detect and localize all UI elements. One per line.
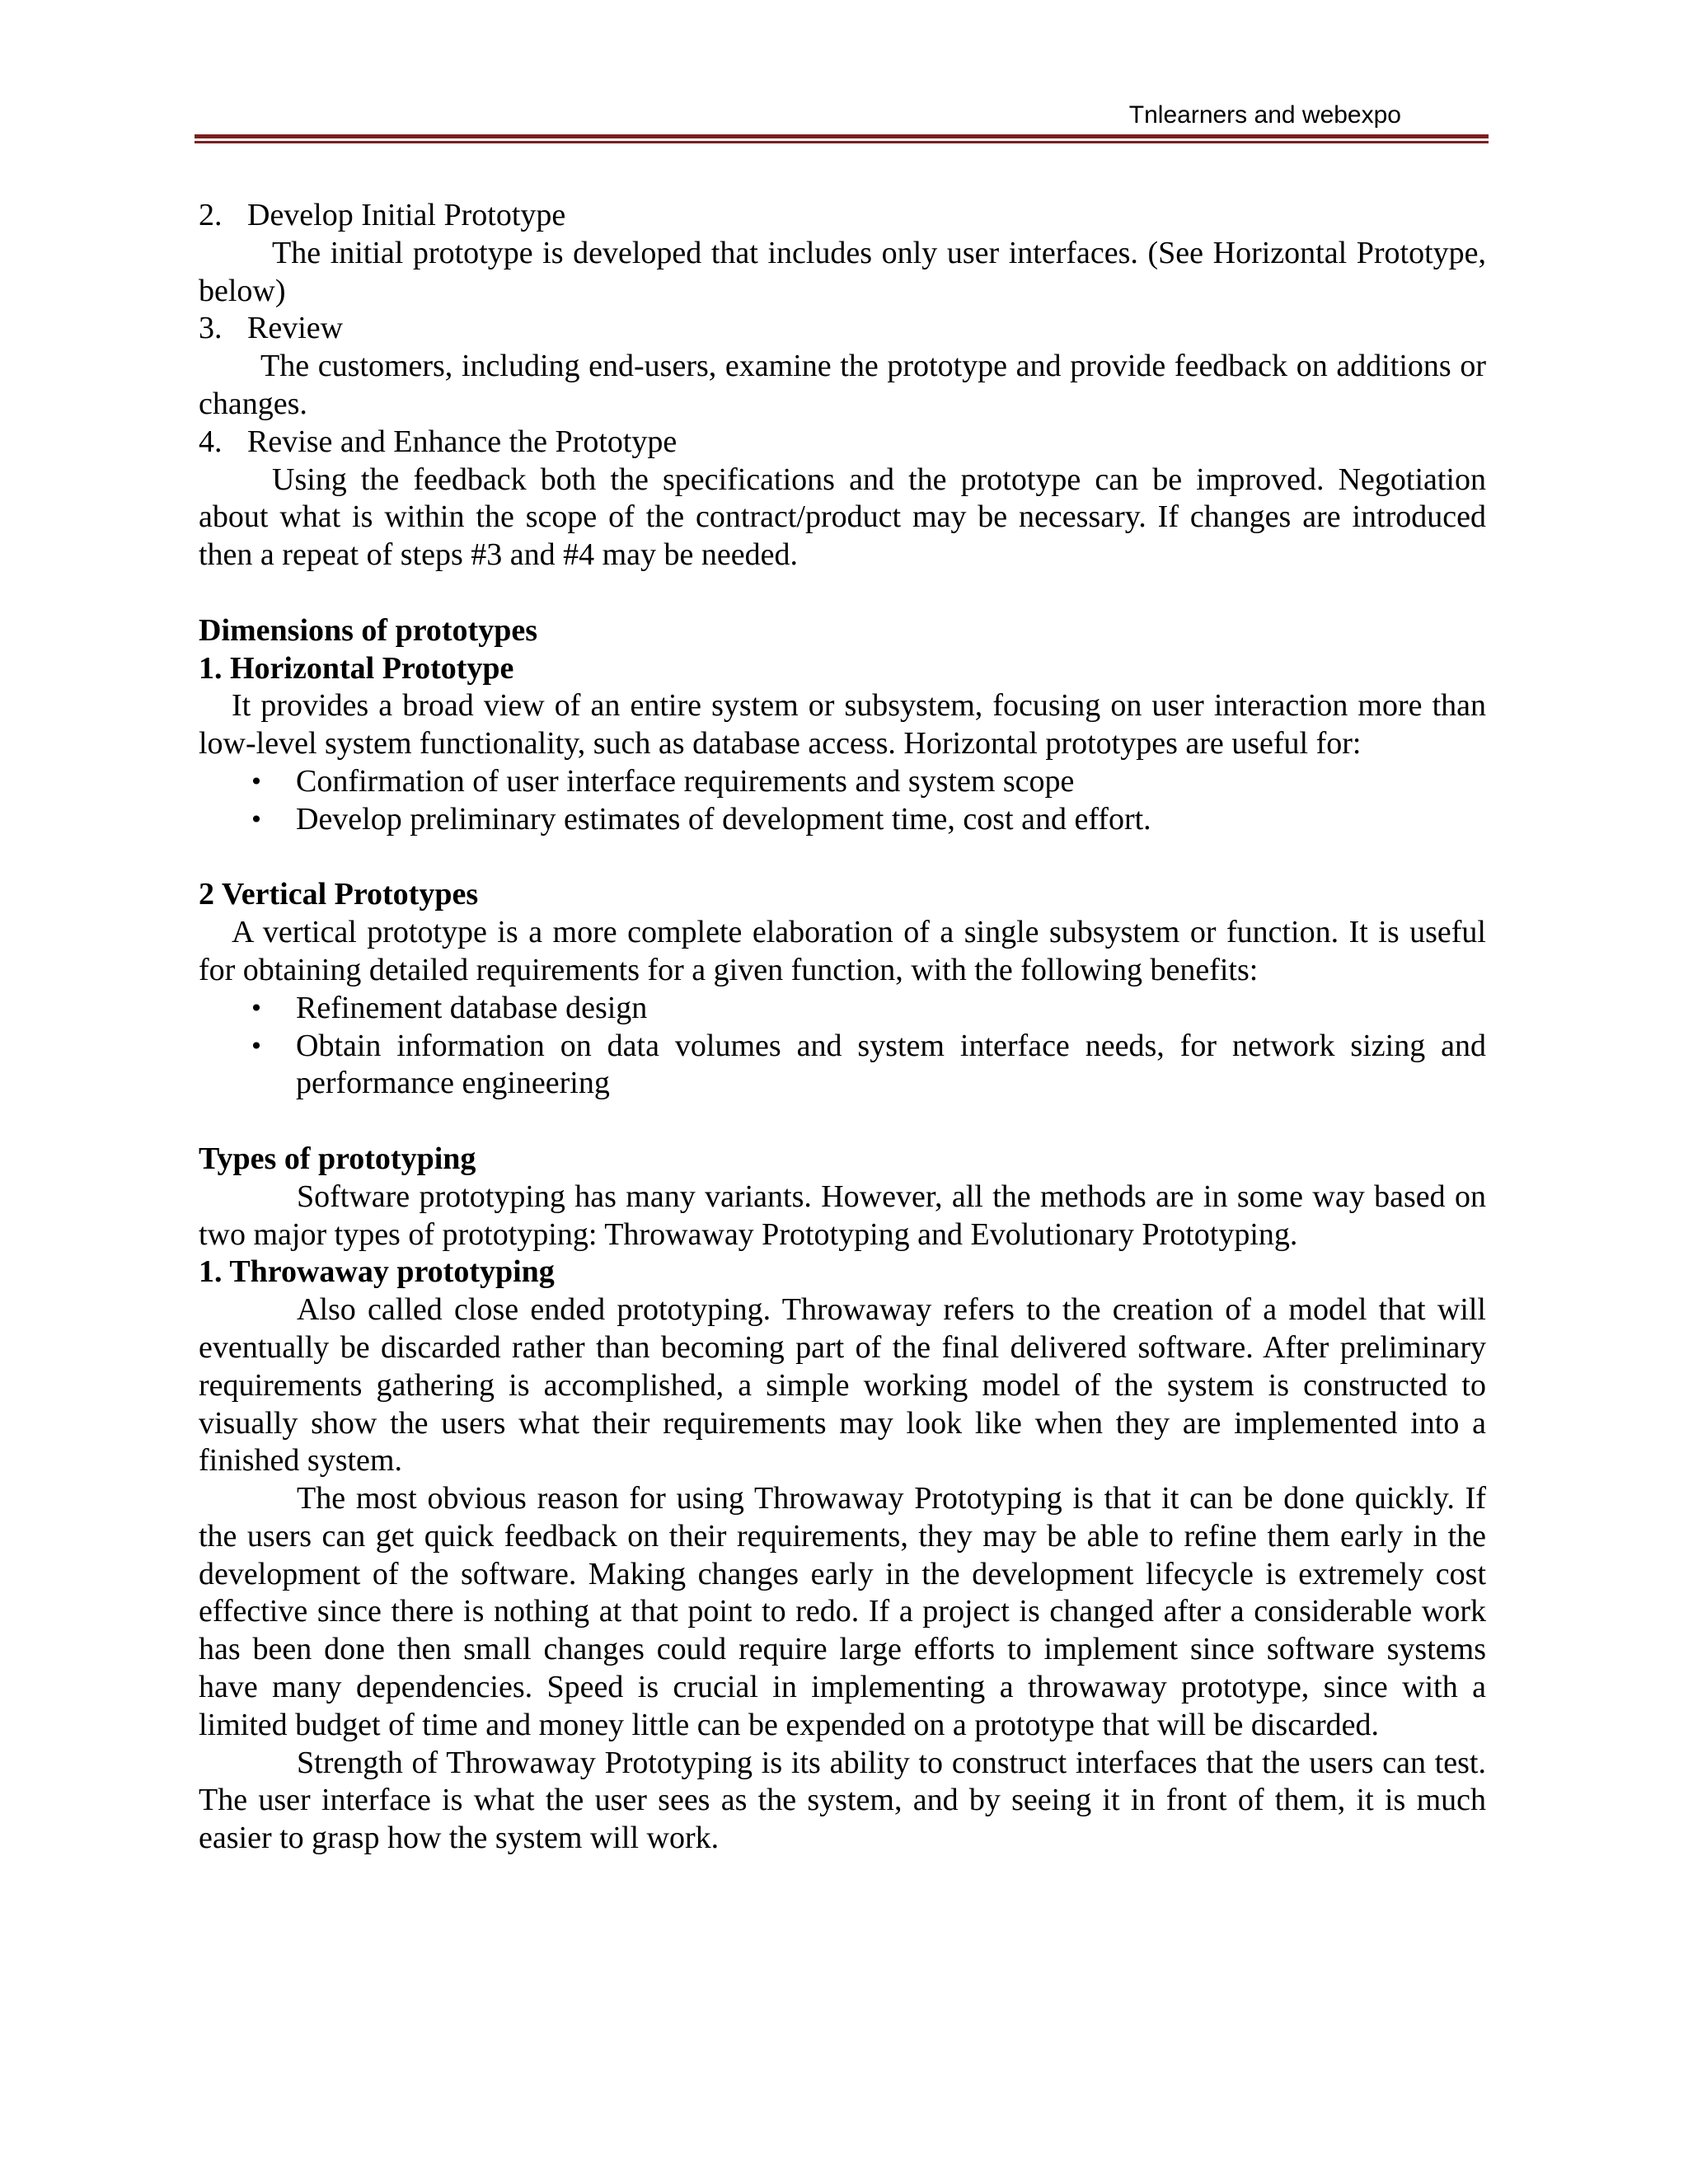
list-item — [199, 801, 1486, 839]
paragraph: The most obvious reason for using Throwaway Prototyping is that it can be done quickly. If the users can get quick feedback on their requirements, they may be able to refine them early in the development of the software. Making changes early in the development lifecycle is extremely cost effective since there is nothing at that point to redo. If a project is changed after a considerable work has been done then small changes could require large efforts to implement since software systems have many dependencies. Speed is crucial in implementing a throwaway prototype, since with a limited budget of time and money little can be expended on a prototype that will be discarded. — [199, 1481, 1486, 1742]
list-item-text: Obtain information on data volumes and system interface needs, for network sizing and performance engineering — [296, 1028, 1486, 1101]
header-rule — [195, 134, 1489, 143]
document-body — [199, 197, 1486, 1858]
subsection-heading: 2 Vertical Prototypes — [199, 877, 479, 912]
step-heading — [199, 424, 1486, 462]
step-heading — [199, 197, 1486, 235]
step-body: The customers, including end-users, examine the prototype and provide feedback on additions or changes. — [199, 349, 1486, 421]
bullet-list — [199, 763, 1486, 839]
bullet-list — [199, 990, 1486, 1103]
bullet-icon: • — [249, 767, 264, 795]
list-item-text: Confirmation of user interface requirements and system scope — [296, 763, 1075, 799]
paragraph: Also called close ended prototyping. Throwaway refers to the creation of a model that will eventually be discarded rather than becoming part of the final delivered software. After preliminary requirements gathering is accomplished, a simple working model of the system is constructed to visually show the users what their requirements may look like when they are implemented into a finished system. — [199, 1292, 1486, 1479]
paragraph: Software prototyping has many variants. However, all the methods are in some way based on two major types of prototyping: Throwaway Prototyping and Evolutionary Prototyping. — [199, 1179, 1486, 1252]
step-number: 3. — [199, 311, 223, 346]
list-item-text: Refinement database design — [296, 990, 648, 1025]
step-title: Revise and Enhance the Prototype — [247, 424, 678, 459]
step-title: Develop Initial Prototype — [247, 198, 566, 232]
list-item-text: Develop preliminary estimates of development time, cost and effort. — [296, 801, 1151, 837]
list-item — [199, 1028, 1486, 1104]
step-number: 2. — [199, 198, 223, 232]
section-heading: Dimensions of prototypes — [199, 612, 537, 648]
bullet-icon: • — [249, 805, 264, 833]
header-rule-thin — [195, 141, 1489, 143]
bullet-icon: • — [249, 994, 264, 1022]
subsection-heading: 1. Throwaway prototyping — [199, 1254, 555, 1290]
paragraph: It provides a broad view of an entire system or subsystem, focusing on user interaction more than low-level system functionality, such as database access. Horizontal prototypes are useful for: — [199, 688, 1486, 762]
step-body: The initial prototype is developed that includes only user interfaces. (See Horizontal Prototype, below) — [199, 235, 1486, 308]
bullet-icon: • — [249, 1032, 264, 1060]
paragraph: A vertical prototype is a more complete elaboration of a single subsystem or function. It is useful for obtaining detailed requirements for a given function, with the following benefits: — [199, 915, 1486, 987]
running-header: Tnlearners and webexpo — [1128, 101, 1401, 129]
subsection-heading: 1. Horizontal Prototype — [199, 650, 514, 686]
list-item — [199, 990, 1486, 1028]
section-heading: Types of prototyping — [199, 1141, 476, 1176]
step-number: 4. — [199, 424, 223, 459]
list-item — [199, 763, 1486, 801]
step-title: Review — [247, 311, 344, 346]
step-heading — [199, 310, 1486, 348]
paragraph: Strength of Throwaway Prototyping is its ability to construct interfaces that the users can test. The user interface is what the user sees as the system, and by seeing it in front of them, it is much easier to grasp how the system will work. — [199, 1745, 1486, 1856]
step-body: Using the feedback both the specifications and the prototype can be improved. Negotiation about what is within the scope of the contract/product may be necessary. If changes are introduced then a repeat of steps #3 and #4 may be needed. — [199, 462, 1486, 573]
